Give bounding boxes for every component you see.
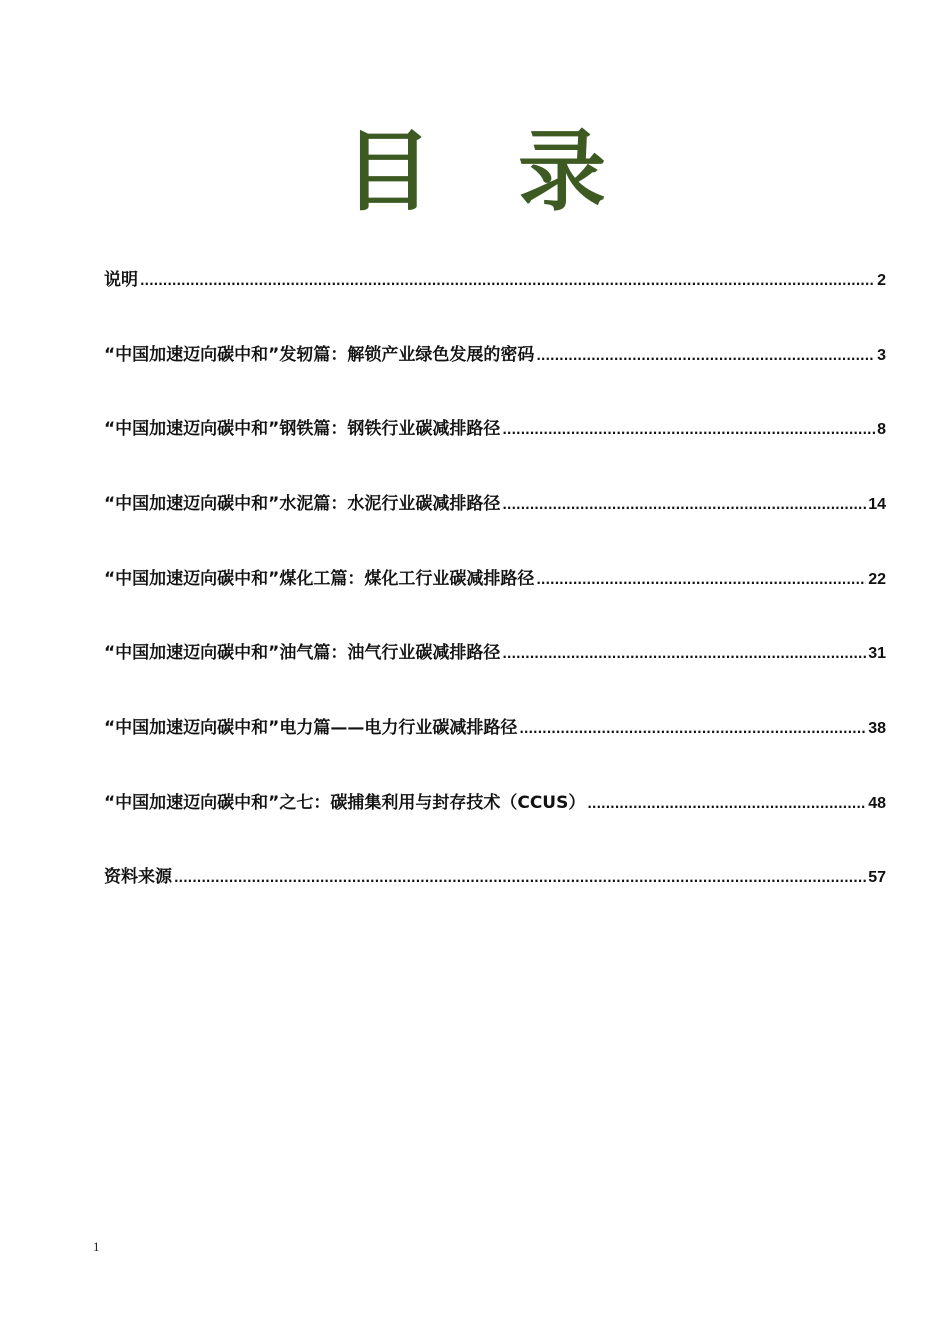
toc-entry-label: “中国加速迈向碳中和”油气篇：油气行业碳减排路径 [104, 643, 501, 663]
toc-entry-page: 57 [868, 869, 886, 886]
toc-leader [502, 418, 875, 442]
toc-entry-coal-chemical[interactable] [104, 567, 886, 592]
toc-leader [519, 717, 866, 741]
toc-entry-page: 8 [877, 421, 886, 438]
toc-entry-label: “中国加速迈向碳中和”电力篇——电力行业碳减排路径 [104, 718, 518, 738]
toc-entry-cement[interactable] [104, 492, 886, 517]
toc-leader [140, 269, 875, 293]
toc-entry-origin[interactable] [104, 343, 886, 368]
toc-entry-label: “中国加速迈向碳中和”之七：碳捕集利用与封存技术（CCUS） [104, 793, 586, 813]
toc-leader [536, 568, 866, 592]
toc-entry-sources[interactable] [104, 865, 886, 890]
title-char-1: 目 [343, 120, 432, 223]
toc-entry-page: 48 [868, 795, 886, 812]
toc-leader [502, 642, 866, 666]
toc-entry-oil-gas[interactable] [104, 641, 886, 666]
toc-entry-page: 38 [868, 720, 886, 737]
toc-entry-intro[interactable] [104, 268, 886, 293]
page-number: 1 [93, 1239, 100, 1254]
toc-entry-label: “中国加速迈向碳中和”发轫篇：解锁产业绿色发展的密码 [104, 345, 535, 365]
toc-entry-steel[interactable] [104, 417, 886, 442]
toc-entry-power[interactable] [104, 716, 886, 741]
toc-entry-ccus[interactable] [104, 791, 886, 816]
toc-leader [174, 866, 866, 890]
toc-leader [502, 493, 866, 517]
toc-entry-page: 2 [877, 272, 886, 289]
toc-entry-label: “中国加速迈向碳中和”水泥篇：水泥行业碳减排路径 [104, 494, 501, 514]
toc-entry-page: 31 [868, 645, 886, 662]
title-char-2: 录 [518, 120, 607, 223]
toc-entry-page: 3 [877, 347, 886, 364]
toc-entry-label: “中国加速迈向碳中和”煤化工篇：煤化工行业碳减排路径 [104, 569, 535, 589]
toc-leader [587, 792, 866, 816]
toc-leader [536, 344, 875, 368]
toc-entry-label: “中国加速迈向碳中和”钢铁篇：钢铁行业碳减排路径 [104, 419, 501, 439]
toc-entry-page: 14 [868, 496, 886, 513]
toc-entry-label: 说明 [104, 270, 138, 290]
toc-entry-label: 资料来源 [104, 867, 172, 887]
toc-entry-page: 22 [868, 571, 886, 588]
